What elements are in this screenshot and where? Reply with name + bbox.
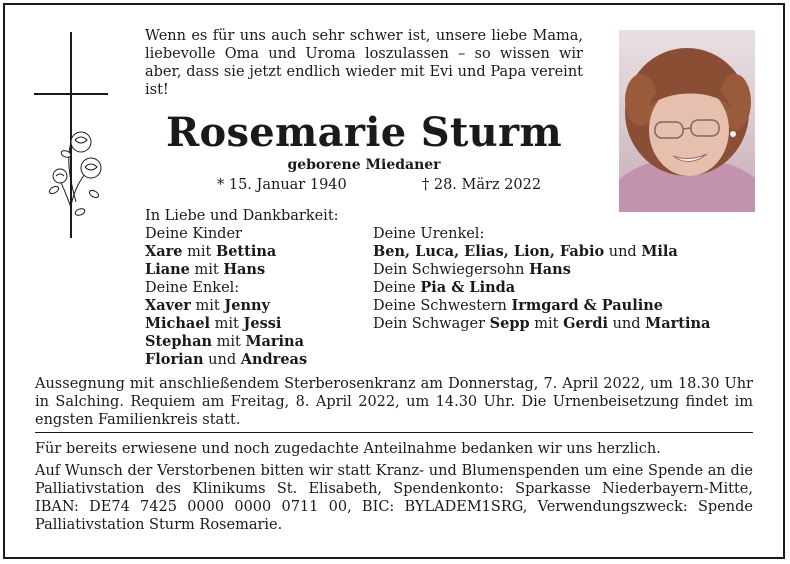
family-line (145, 261, 375, 279)
birth-date: * 15. Januar 1940 (217, 177, 347, 193)
family-text: mit (190, 298, 225, 314)
family-member-name: Gerdi (563, 315, 608, 332)
family-line (145, 207, 375, 225)
intro-text: Wenn es für uns auch sehr schwer ist, unsere liebe Mama, liebevolle Oma und Uroma loszulassen – so wissen wir aber, dass sie jetzt endlich wieder mit Evi und Papa vereint ist! (145, 28, 583, 98)
family-text: mit (529, 316, 564, 332)
family-line (373, 243, 773, 261)
family-line (373, 225, 773, 243)
family-member-name: Irmgard & Pauline (511, 297, 663, 314)
family-text: Dein Schwager (373, 316, 490, 332)
family-line (145, 243, 375, 261)
death-date: † 28. März 2022 (422, 177, 542, 193)
family-member-name: Mila (641, 243, 678, 260)
family-line (145, 333, 375, 351)
family-text: In Liebe und Dankbarkeit: (145, 208, 339, 224)
family-member-name: Stephan (145, 333, 213, 350)
family-line (373, 297, 773, 315)
family-text: Dein Schwiegersohn (373, 262, 530, 278)
family-member-name: Sepp (489, 315, 530, 332)
family-text: Deine Kinder (145, 226, 242, 242)
family-text: mit (182, 244, 216, 260)
family-line (373, 315, 773, 333)
family-member-name: Hans (529, 261, 571, 278)
family-text: mit (212, 334, 246, 350)
family-line (145, 297, 375, 315)
family-member-name: Jenny (224, 297, 270, 314)
cross-with-roses-icon (30, 30, 112, 240)
family-line (145, 315, 375, 333)
family-right-column (373, 225, 773, 333)
family-member-name: Hans (223, 261, 266, 278)
family-member-name: Jessi (243, 315, 282, 332)
funeral-text: Aussegnung mit anschließendem Sterberosenkranz am Donnerstag, 7. April 2022, um 18.30 Uhr in Salching. Requiem am Freitag, 8. April 2022, um 14.30 Uhr. Die Urnenbeisetzung findet im engsten Familienkreis statt. (35, 376, 753, 428)
family-line (145, 279, 375, 297)
family-text: Deine Enkel: (145, 280, 240, 296)
family-member-name: Florian (145, 351, 204, 368)
family-line (373, 261, 773, 279)
maiden-name: geborene Miedaner (287, 157, 441, 173)
family-member-name: Bettina (215, 243, 277, 260)
family-text: mit (210, 316, 244, 332)
donation-text: Auf Wunsch der Verstorbenen bitten wir statt Kranz- und Blumenspenden um eine Spende an die Palliativstation des Klinikums St. Elisabeth, Spendenkonto: Sparkasse Niederbayern-Mitte, IBAN: DE74 7425 0000 0000 0711 00, BIC: BYLADEM1SRG, Verwendungszweck: Spende Palliativstation Sturm Rosemarie. (35, 463, 753, 533)
family-member-name: Martina (645, 315, 711, 332)
family-member-name: Pia & Linda (420, 279, 516, 296)
family-text: mit (189, 262, 224, 278)
family-line (145, 225, 375, 243)
family-text: und (604, 244, 642, 260)
family-member-name: Andreas (240, 351, 308, 368)
portrait-photo (619, 30, 755, 212)
family-member-name: Liane (145, 261, 190, 278)
family-text: und (607, 316, 646, 332)
deceased-name: Rosemarie Sturm (165, 109, 563, 156)
family-member-name: Xaver (145, 297, 191, 314)
family-left-column (145, 207, 375, 369)
family-line (373, 279, 773, 297)
divider (35, 432, 753, 433)
family-text: Deine (373, 280, 421, 296)
family-member-name: Marina (245, 333, 304, 350)
family-text: und (203, 352, 241, 368)
life-dates (145, 176, 583, 196)
thanks-text: Für bereits erwiesene und noch zugedachte Anteilnahme bedanken wir uns herzlich. (35, 441, 661, 457)
family-member-name: Michael (145, 315, 211, 332)
family-member-name: Ben, Luca, Elias, Lion, Fabio (373, 243, 605, 260)
family-text: Deine Urenkel: (373, 226, 485, 242)
family-member-name: Xare (145, 243, 183, 260)
family-line (145, 351, 375, 369)
family-text: Deine Schwestern (373, 298, 512, 314)
